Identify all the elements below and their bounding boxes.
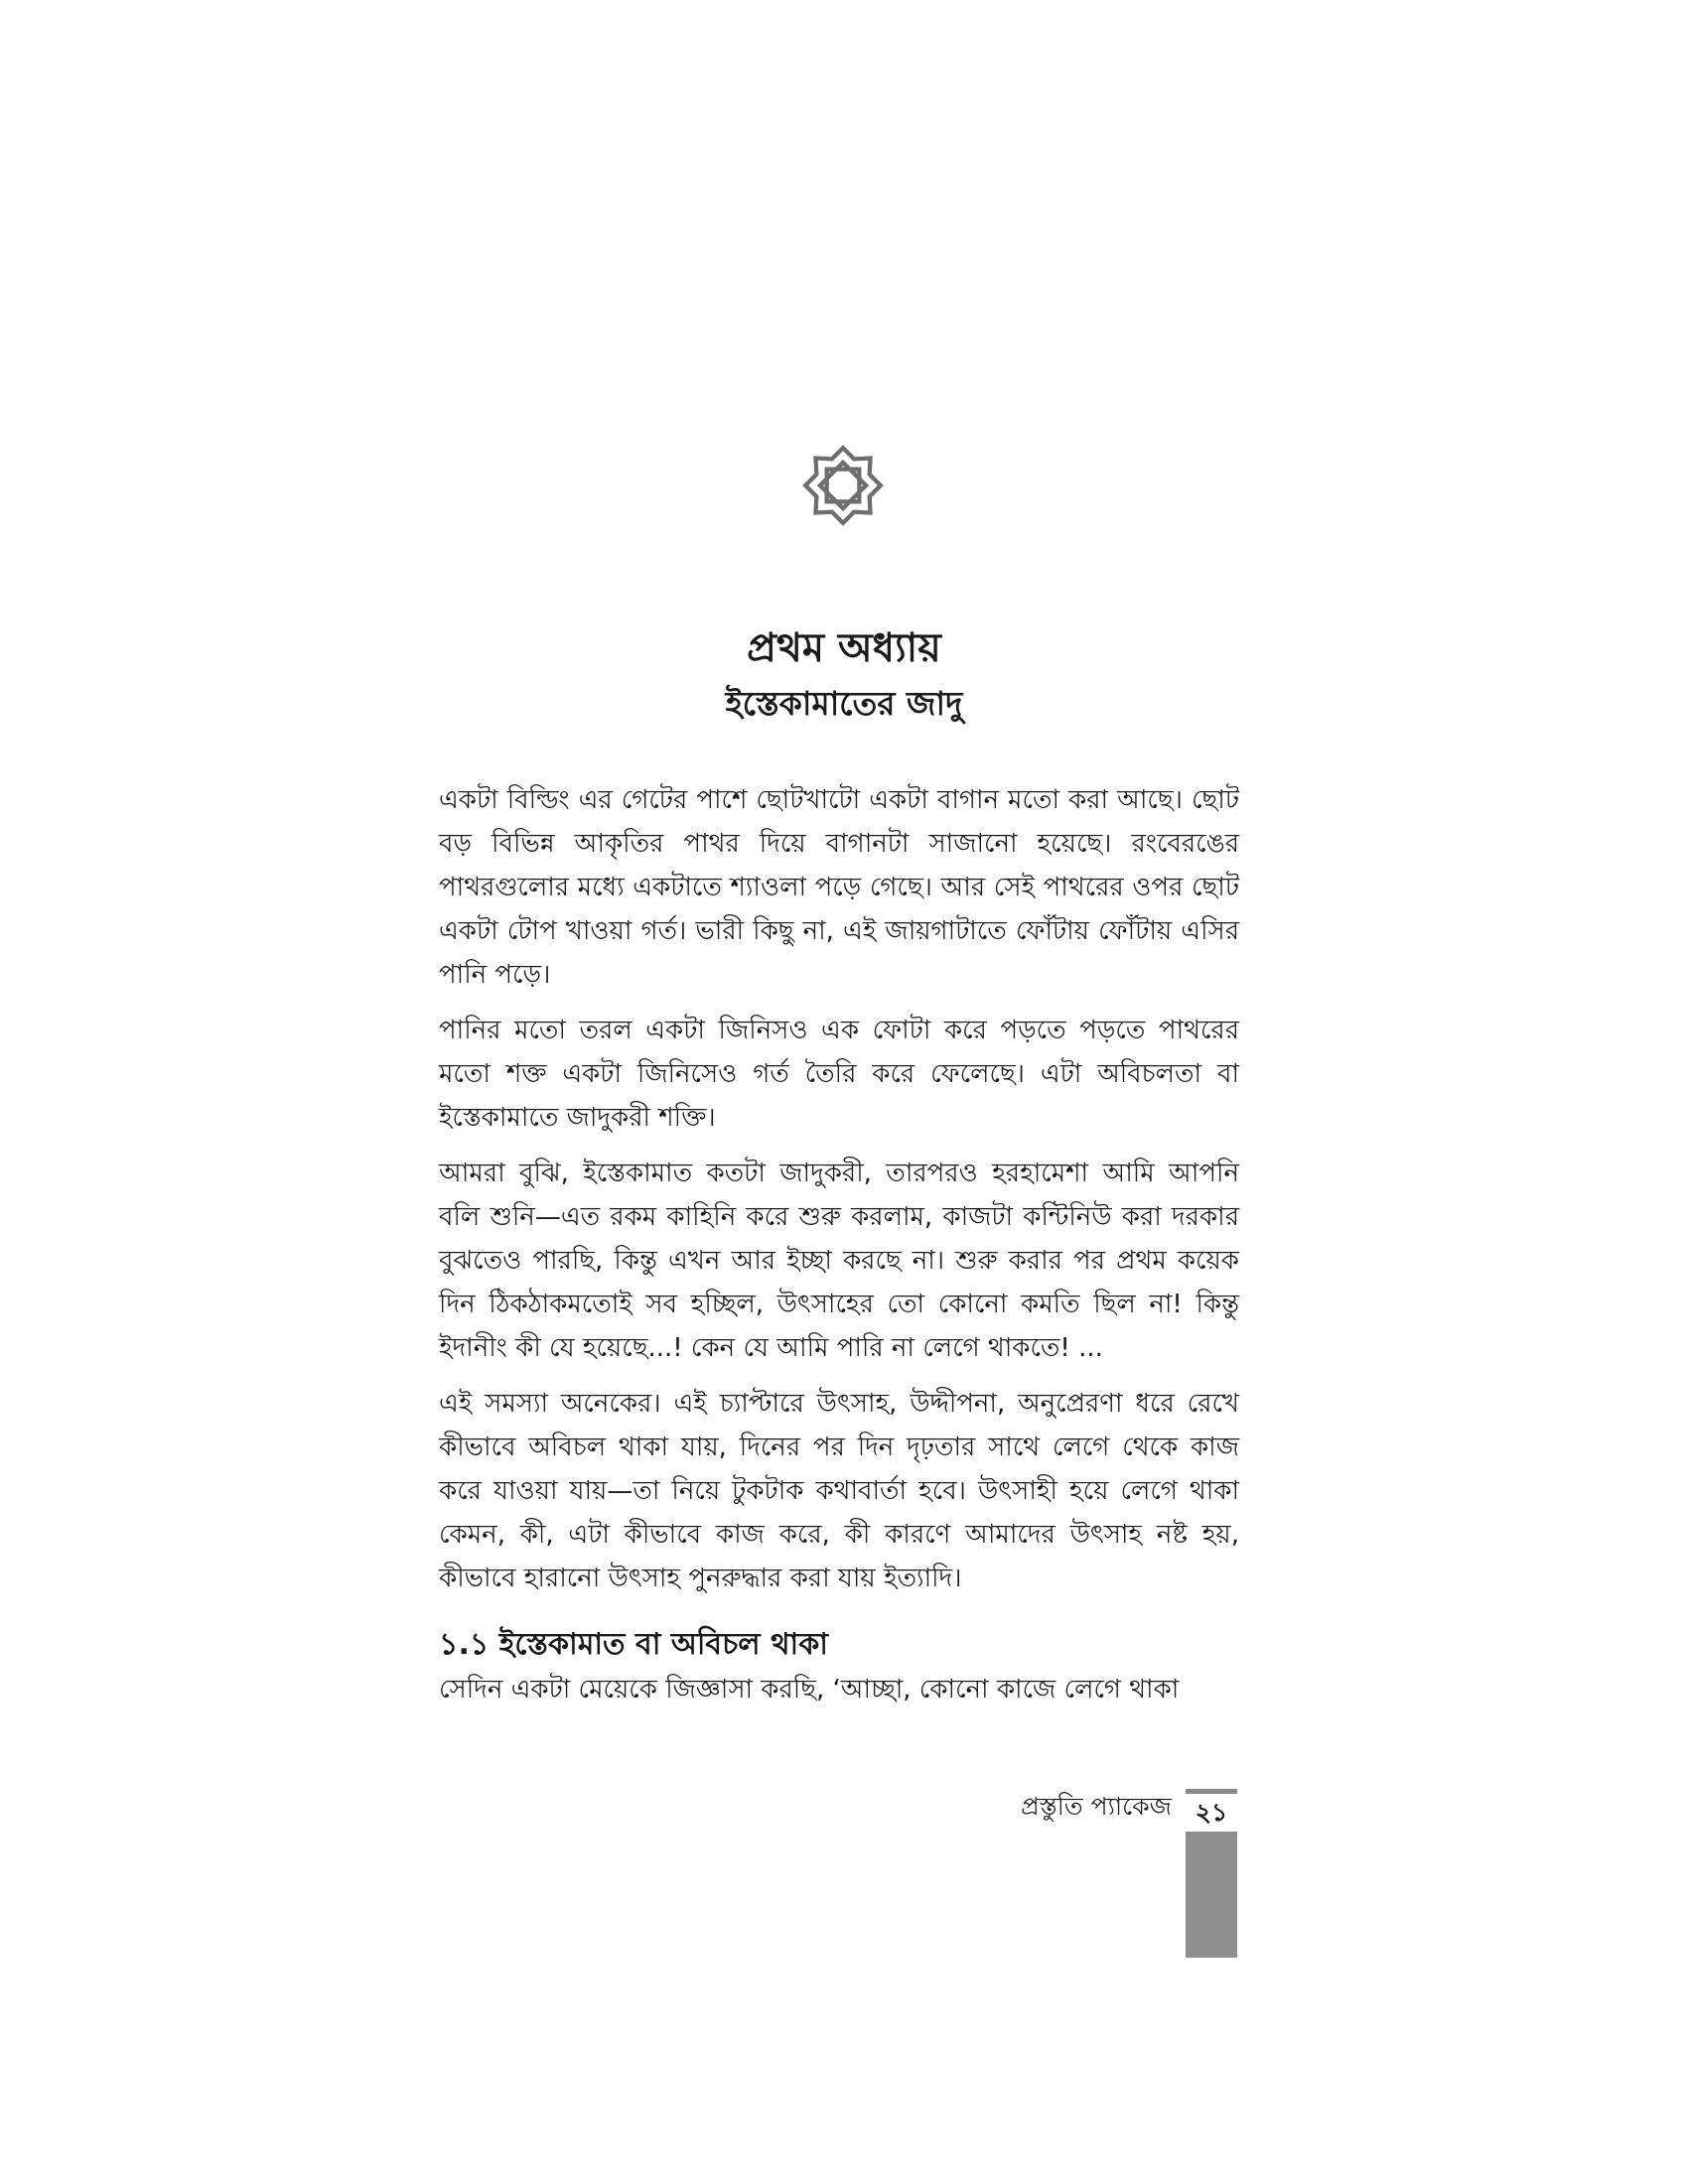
- paragraph: আমরা বুঝি, ইস্তেকামাত কতটা জাদুকরী, তারপরও হরহামেশা আমি আপনি বলি শুনি—এত রকম কাহিনি করে শুরু করলাম, কাজটা কন্টিনিউ করা দরকার বুঝতেও পারছি, কিন্তু এখন আর ইচ্ছা করছে না। শুরু করার পর প্রথম কয়েক দিন ঠিকঠাকমতোই সব হচ্ছিল, উৎসাহের তো কোনো কমতি ছিল না! কিন্তু ইদানীং কী যে হয়েছে...! কেন যে আমি পারি না লেগে থাকতে! ...: [439, 1159, 1239, 1363]
- footer-book-title: প্রস্তুতি প্যাকেজ: [1021, 1792, 1172, 1821]
- section-text: সেদিন একটা মেয়েকে জিজ্ঞাসা করছি, ‘আচ্ছা, কোনো কাজে লেগে থাকা: [439, 1675, 1180, 1705]
- paragraph: এই সমস্যা অনেকের। এই চ্যাপ্টারে উৎসাহ, উদ্দীপনা, অনুপ্রেরণা ধরে রেখে কীভাবে অবিচল থাকা যায়, দিনের পর দিন দৃঢ়তার সাথে লেগে থেকে কাজ করে যাওয়া যায়—তা নিয়ে টুকটাক কথাবার্তা হবে। উৎসাহী হয়ে লেগে থাকা কেমন, কী, এটা কীভাবে কাজ করে, কী কারণে আমাদের উৎসাহ নষ্ট হয়, কীভাবে হারানো উৎসাহ পুনরুদ্ধার করা যায় ইত্যাদি।: [439, 1389, 1239, 1593]
- chapter-title: প্রথম অধ্যায়: [747, 625, 941, 671]
- octagonal-star-ornament-icon: [800, 443, 886, 528]
- paragraph: একটা বিল্ডিং এর গেটের পাশে ছোটখাটো একটা বাগান মতো করা আছে। ছোট বড় বিভিন্ন আকৃতির পাথর দিয়ে বাগানটা সাজানো হয়েছে। রংবেরঙের পাথরগুলোর মধ্যে একটাতে শ্যাওলা পড়ে গেছে। আর সেই পাথরের ওপর ছোট একটা টোপ খাওয়া গর্ত। ভারী কিছু না, এই জায়গাটাতে ফোঁটায় ফোঁটায় এসির পানি পড়ে।: [439, 785, 1239, 990]
- section-heading: ১.১ ইস্তেকামাত বা অবিচল থাকা: [439, 1627, 828, 1662]
- chapter-subtitle: ইস্তেকামাতের জাদু: [725, 684, 963, 723]
- paragraph: পানির মতো তরল একটা জিনিসও এক ফোটা করে পড়তে পড়তে পাথরের মতো শক্ত একটা জিনিসেও গর্ত তৈরি করে ফেলেছে। এটা অবিচলতা বা ইস্তেকামাতে জাদুকরী শক্তি।: [439, 1016, 1239, 1133]
- page-number: ২১: [1186, 1794, 1237, 1832]
- page-tab-bar: [1186, 1832, 1237, 1958]
- body-text: [439, 778, 1239, 1711]
- page-number-tab: [1186, 1789, 1237, 1958]
